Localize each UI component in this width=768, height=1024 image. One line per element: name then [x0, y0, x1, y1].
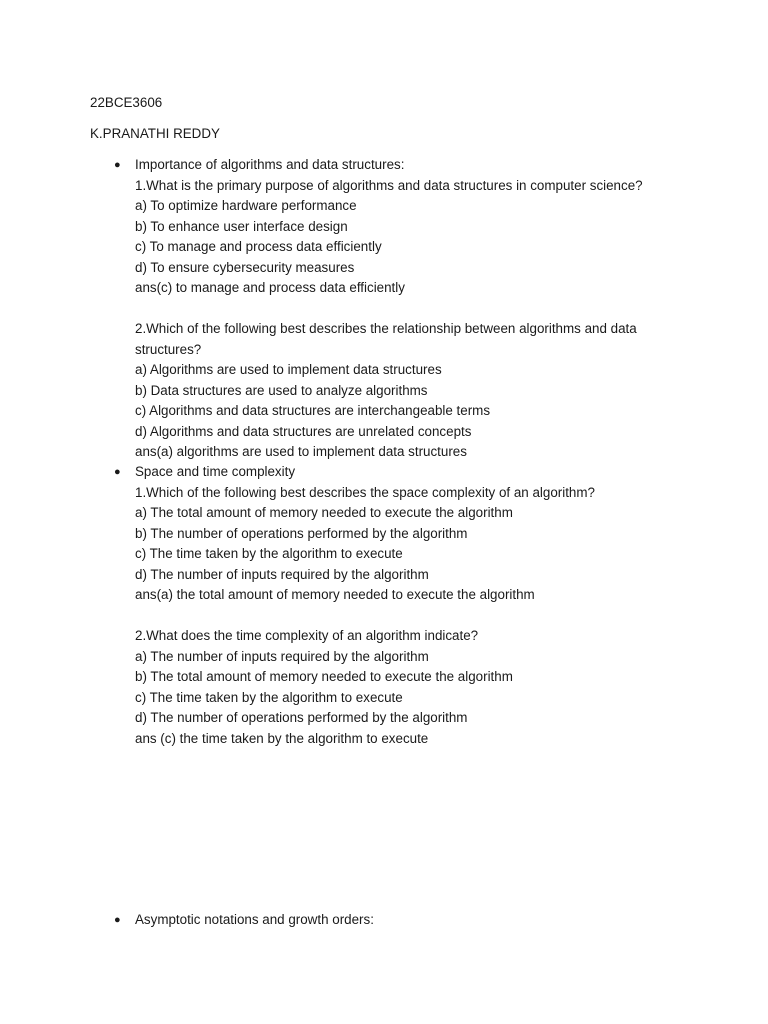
question-text: 2.Which of the following best describes the relationship between algorithms and data structures?: [135, 321, 637, 357]
option-d: d) Algorithms and data structures are unrelated concepts: [135, 423, 472, 439]
option-c: c) The time taken by the algorithm to execute: [135, 689, 403, 705]
option-b: b) The total amount of memory needed to execute the algorithm: [135, 669, 513, 684]
section-asymptotic: [90, 910, 690, 931]
option-c: c) To manage and process data efficiently: [135, 239, 382, 254]
section-title: Importance of algorithms and data structures:: [135, 157, 405, 172]
option-d: d) The number of inputs required by the algorithm: [135, 566, 429, 582]
option-b: b) The number of operations performed by the algorithm: [135, 525, 468, 541]
answer-text: ans(a) algorithms are used to implement data structures: [135, 444, 467, 459]
option-a: a) The number of inputs required by the algorithm: [135, 648, 429, 664]
option-b: b) To enhance user interface design: [135, 218, 348, 234]
option-a: a) The total amount of memory needed to execute the algorithm: [135, 505, 513, 520]
bullet-icon: ●: [114, 466, 121, 478]
question-text: 2.What does the time complexity of an algorithm indicate?: [135, 628, 479, 643]
section-importance: [90, 155, 690, 463]
bullet-icon: ●: [114, 914, 121, 926]
option-d: d) To ensure cybersecurity measures: [135, 259, 355, 275]
section-complexity: [90, 462, 690, 749]
section-title: Space and time complexity: [135, 464, 296, 479]
blank-line: [135, 606, 690, 627]
option-a: a) To optimize hardware performance: [135, 198, 357, 213]
option-c: c) The time taken by the algorithm to execute: [135, 546, 403, 561]
bullet-icon: ●: [114, 159, 121, 171]
question-text: 1.What is the primary purpose of algorithms and data structures in computer science?: [135, 177, 643, 193]
student-name: K.PRANATHI REDDY: [90, 126, 220, 141]
answer-text: ans(c) to manage and process data efficiently: [135, 280, 405, 295]
answer-text: ans(a) the total amount of memory needed to execute the algorithm: [135, 587, 535, 602]
option-d: d) The number of operations performed by the algorithm: [135, 710, 468, 725]
question-text: 1.Which of the following best describes the space complexity of an algorithm?: [135, 484, 595, 500]
blank-line: [135, 299, 690, 320]
student-id: 22BCE3606: [90, 95, 163, 110]
option-b: b) Data structures are used to analyze algorithms: [135, 382, 428, 398]
section-title: Asymptotic notations and growth orders:: [135, 912, 374, 927]
answer-text: ans (c) the time taken by the algorithm to execute: [135, 730, 429, 746]
option-c: c) Algorithms and data structures are interchangeable terms: [135, 403, 491, 418]
option-a: a) Algorithms are used to implement data structures: [135, 362, 442, 377]
